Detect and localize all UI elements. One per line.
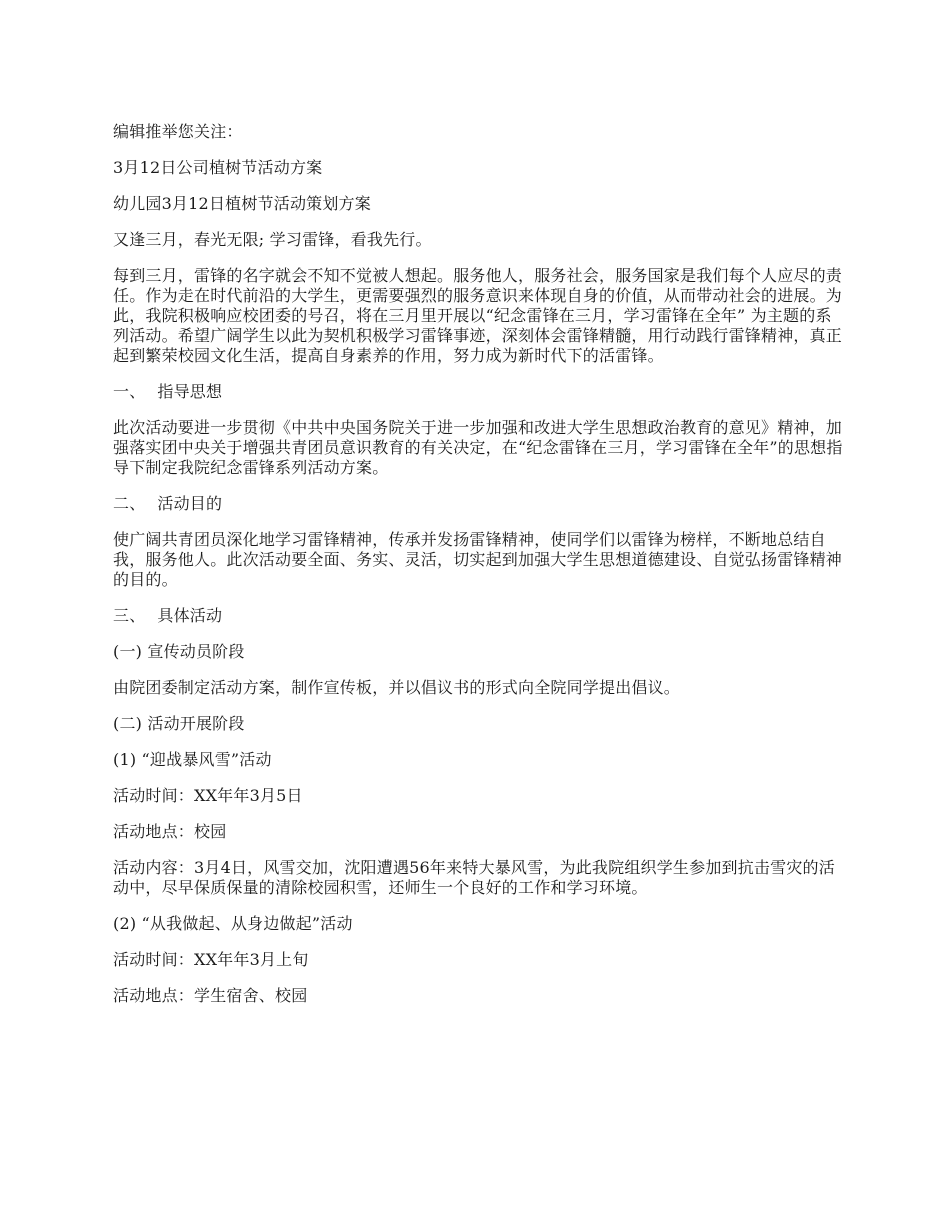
document-page xyxy=(113,122,843,1022)
activity-2-time: 活动时间：XX年年3月上旬 xyxy=(113,950,309,969)
activity-2-title: (2) “从我做起、从身边做起”活动 xyxy=(113,914,353,933)
related-link-2: 幼儿园3月12日植树节活动策划方案 xyxy=(113,194,371,213)
stage-1-text: 由院团委制定活动方案，制作宣传板，并以倡议书的形式向全院同学提出倡议。 xyxy=(113,678,681,697)
section-title: 活动目的 xyxy=(157,494,223,513)
section-number: 三、 xyxy=(113,606,146,625)
section-title: 指导思想 xyxy=(157,382,223,401)
intro-paragraph: 每到三月，雷锋的名字就会不知不觉被人想起。服务他人，服务社会，服务国家是我们每个人应尽的责任。作为走在时代前沿的大学生，更需要强烈的服务意识来体现自身的价值，从而带动社会的进展。为此，我院积极响应校团委的号召，将在三月里开展以“纪念雷锋在三月，学习雷锋在全年” 为主题的系列活动。希望广阔学生以此为契机积极学习雷锋事迹，深刻体会雷锋精髓，用行动践行雷锋精神，真正起到繁荣校园文化生活，提高自身素养的作用，努力成为新时代下的活雷锋。 xyxy=(113,266,843,365)
purpose-paragraph: 使广阔共青团员深化地学习雷锋精神，传承并发扬雷锋精神，使同学们以雷锋为榜样，不断地总结自我，服务他人。此次活动要全面、务实、灵活，切实起到加强大学生思想道德建设、自觉弘扬雷锋精神的目的。 xyxy=(113,530,843,589)
section-number: 一、 xyxy=(113,382,146,401)
slogan: 又逢三月，春光无限; 学习雷锋，看我先行。 xyxy=(113,230,432,249)
activity-2-place: 活动地点：学生宿舍、校园 xyxy=(113,986,308,1005)
section-heading-3 xyxy=(113,606,843,626)
stage-1-heading: (一) 宣传动员阶段 xyxy=(113,642,245,661)
section-heading-1 xyxy=(113,382,843,402)
recommend-label: 编辑推举您关注： xyxy=(113,122,243,141)
activity-1-title: (1) “迎战暴风雪”活动 xyxy=(113,750,272,769)
section-heading-2 xyxy=(113,494,843,514)
guiding-thought-paragraph: 此次活动要进一步贯彻《中共中央国务院关于进一步加强和改进大学生思想政治教育的意见》精神，加强落实团中央关于增强共青团员意识教育的有关决定，在“纪念雷锋在三月，学习雷锋在全年”的思想指导下制定我院纪念雷锋系列活动方案。 xyxy=(113,418,843,477)
section-title: 具体活动 xyxy=(157,606,223,625)
stage-2-heading: (二) 活动开展阶段 xyxy=(113,714,245,733)
activity-1-time: 活动时间：XX年年3月5日 xyxy=(113,786,303,805)
activity-1-place: 活动地点：校园 xyxy=(113,822,227,841)
related-link-1: 3月12日公司植树节活动方案 xyxy=(113,158,323,177)
activity-1-content: 活动内容：3月4日，风雪交加，沈阳遭遇56年来特大暴风雪，为此我院组织学生参加到抗击雪灾的活动中，尽早保质保量的清除校园积雪，还师生一个良好的工作和学习环境。 xyxy=(113,858,835,897)
section-number: 二、 xyxy=(113,494,146,513)
